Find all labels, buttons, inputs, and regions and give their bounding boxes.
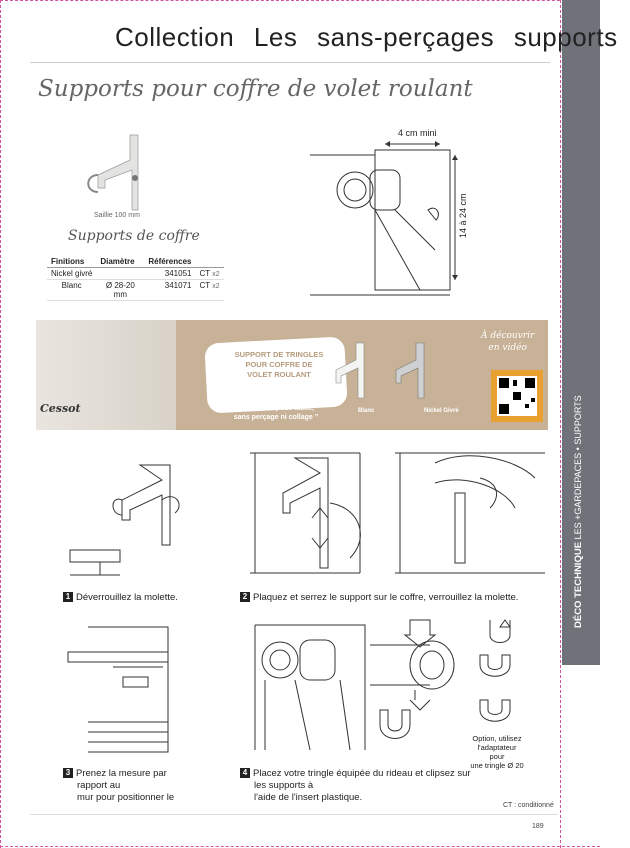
header-sans-percages: sans-perçages [317,22,495,52]
qr-code-icon [497,376,537,416]
cell-diametre [96,268,144,280]
table-row [47,280,224,301]
step3-illustration [68,622,178,757]
qty-label: x2 [212,283,220,290]
finish-white-label: Blanc [358,408,375,414]
bracket-product-image [80,130,160,220]
cell-finition: Nickel givré [47,268,96,280]
banner-quote-line: sans perçage ni collage ” [233,414,319,421]
cell-reference: 341051 [144,268,195,280]
header-les: Les [253,22,298,52]
option-note [462,734,532,770]
banner-quote-line: “ Pour une pose facile, [238,405,314,412]
side-tab-bold: DÉCO TECHNIQUE [573,541,584,628]
section-title: Supports pour coffre de volet roulant [38,76,473,102]
step2b-illustration [395,448,545,583]
step4-illustration [250,620,370,755]
footer-rule [30,814,558,815]
ct-label: CT [199,269,211,278]
table-header-row [47,256,224,268]
brand-logo: Cessot [40,402,81,415]
page-number: 189 [532,823,544,830]
banner-main-line: SUPPORT DE TRINGLES [234,350,324,359]
option-note-line: Option, utilisez [472,734,522,743]
step-text-line: rapport au [77,780,121,791]
saillie-label: Saillie 100 mm [94,212,140,219]
side-tab-corner [562,640,600,665]
promo-banner [36,320,548,430]
cell-ct [195,268,223,280]
step-text-line: l'aide de l'insert plastique. [254,792,363,803]
cell-finition: Blanc [47,280,96,301]
step-text: Plaquez et serrez le support sur le coffre, verrouillez la molette. [253,592,519,603]
step-4 [240,768,471,804]
page-border-right [560,0,561,848]
step-number: 4 [240,768,250,778]
step-text-line: Prenez la mesure par [76,768,167,779]
step2-illustration [250,448,380,583]
video-line: À découvrir [481,331,535,341]
option-note-line: l'adaptateur [477,743,517,752]
video-line: en vidéo [488,343,527,353]
step-2 [240,592,518,604]
col-finitions: Finitions [47,256,96,268]
footnote: CT : conditionné [503,802,554,809]
option-note-line: pour [489,752,505,761]
step-text-line: Placez votre tringle équipée du rideau et clipsez sur [253,768,471,779]
header-supports: supports [513,22,618,52]
table-row [47,268,224,280]
banner-quote [206,404,346,422]
product-title: Supports de coffre [68,228,200,244]
ct-label: CT [199,281,211,290]
adapter-illustration [470,615,530,735]
step-3 [63,768,174,804]
height-dimension-label: 14 à 24 cm [458,193,468,238]
rod-clip-illustration [370,615,460,745]
banner-brackets [326,338,446,408]
cell-reference: 341071 [144,280,195,301]
step-number: 3 [63,768,73,778]
cell-ct [195,280,223,301]
step-number: 1 [63,592,73,602]
step-1 [63,592,178,604]
side-tab-text [573,395,584,628]
header-collection: Collection [115,22,235,52]
video-callout [481,330,534,354]
page-border-top [0,0,600,1]
banner-main-text [214,350,344,380]
step-text-line: mur pour positionner le [77,792,175,803]
col-diametre: Diamètre [96,256,144,268]
side-tab-rest: LES +GARDEPACES • SUPPORTS [573,395,583,540]
cell-diametre: Ø 28-20 mm [96,280,144,301]
reference-table [47,256,224,301]
step-number: 2 [240,592,250,602]
page-header [115,22,630,53]
header-rule [30,62,550,63]
step-text-line: les supports à [254,780,314,791]
step1-illustration [70,455,200,585]
banner-main-line: POUR COFFRE DE [245,360,313,369]
banner-main-line: VOLET ROULANT [247,370,311,379]
finish-nickel-label: Nickel Givré [424,408,459,414]
qty-label: x2 [212,271,220,278]
col-ct [195,256,223,268]
width-dimension-label: 4 cm mini [398,128,437,138]
qr-code[interactable] [491,370,543,422]
page-border-left [0,0,1,848]
page-border-bottom [0,846,600,847]
option-note-line: une tringle Ø 20 [470,761,524,770]
dimension-diagram [310,130,470,300]
step-text: Déverrouillez la molette. [76,592,178,603]
col-references: Références [144,256,195,268]
